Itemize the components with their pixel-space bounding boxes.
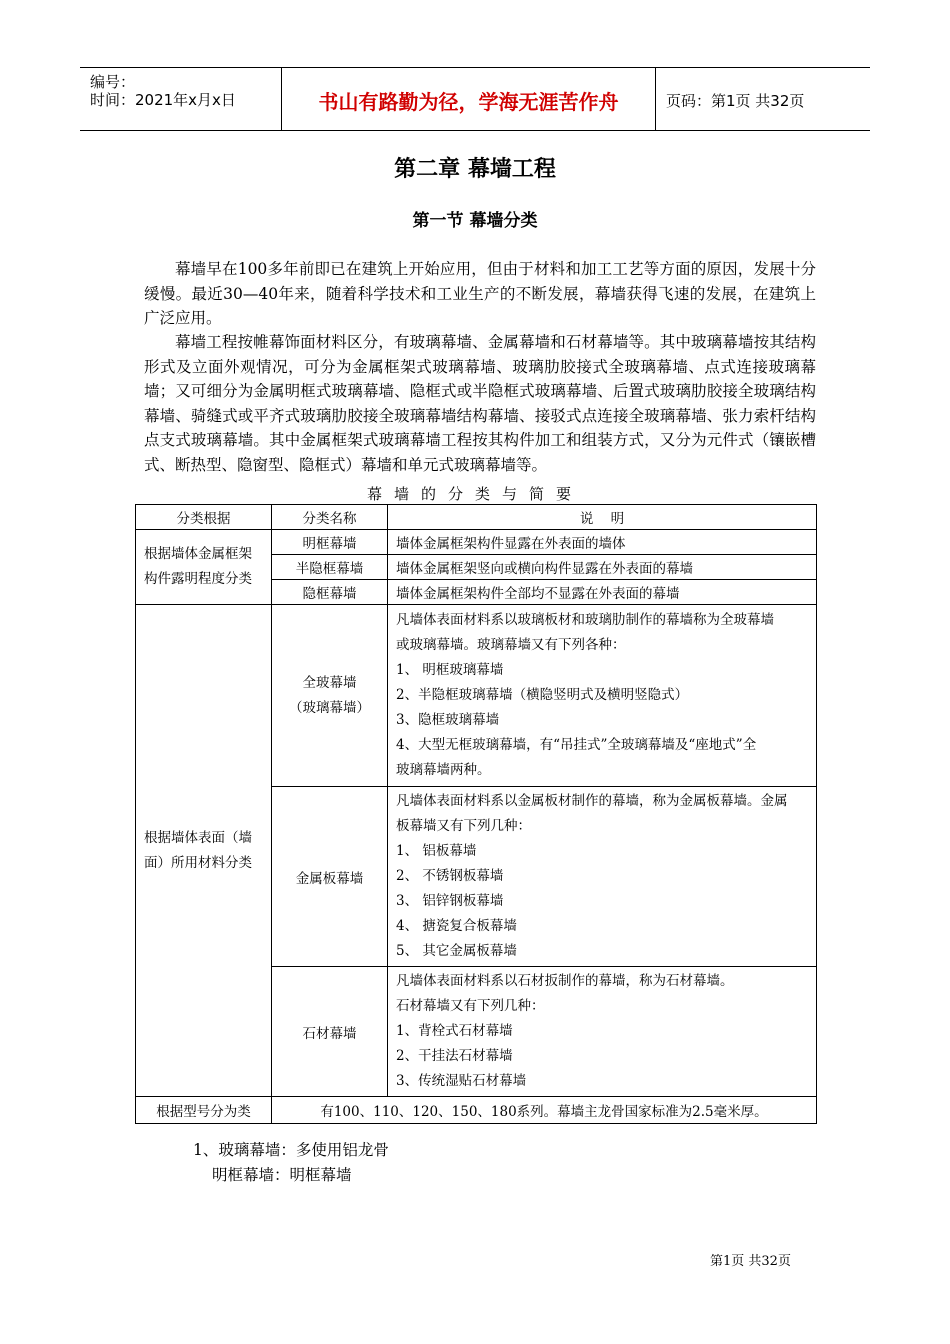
list-line-frame: 明框幕墙：明框幕墙	[212, 1166, 352, 1184]
classification-table	[135, 504, 817, 1124]
table-header-row	[136, 505, 817, 530]
desc-line: 5、 其它金属板幕墙	[396, 943, 517, 959]
desc-line: 2、半隐框玻璃幕墙（横隐竖明式及横明竖隐式）	[396, 687, 689, 703]
desc-line: 石材幕墙又有下列几种：	[396, 998, 545, 1014]
desc-cell	[388, 787, 817, 967]
desc-line: 1、 铝板幕墙	[396, 843, 477, 859]
basis-model: 根据型号分为类	[136, 1097, 272, 1124]
list-line-glass: 1、玻璃幕墙：多使用铝龙骨	[193, 1141, 389, 1159]
basis-frame: 根据墙体金属框架构件露明程度分类	[136, 530, 272, 605]
table-caption: 幕墙的分类与简要	[366, 485, 583, 503]
desc-line: 凡墙体表面材料系以金属板材制作的幕墙，称为金属板幕墙。金属	[396, 793, 788, 809]
desc-line: 4、 搪瓷复合板幕墙	[396, 918, 517, 934]
header-name: 分类名称	[272, 505, 388, 530]
glass-name: 全玻幕墙	[302, 674, 357, 691]
header-page-cell	[656, 68, 870, 130]
desc-line: 2、 不锈钢板幕墙	[396, 868, 504, 884]
header-desc: 说 明	[388, 505, 817, 530]
name-cell: 金属板幕墙	[272, 787, 388, 967]
desc-cell	[388, 967, 817, 1097]
name-cell	[272, 605, 388, 787]
table-row	[136, 605, 817, 787]
desc-cell	[388, 605, 817, 787]
desc-line: 1、背栓式石材幕墙	[396, 1023, 513, 1039]
glass-name-alt: （玻璃幕墙）	[289, 699, 370, 716]
desc-line: 凡墙体表面材料系以玻璃板材和玻璃肋制作的幕墙称为全玻幕墙	[396, 612, 774, 628]
name-cell: 半隐框幕墙	[272, 555, 388, 580]
name-cell: 石材幕墙	[272, 967, 388, 1097]
header-left-cell	[80, 68, 281, 130]
name-cell: 明框幕墙	[272, 530, 388, 555]
desc-line: 凡墙体表面材料系以石材扳制作的幕墙，称为石材幕墙。	[396, 973, 734, 989]
desc-cell: 墙体金属框架构件显露在外表面的墙体	[388, 530, 817, 555]
desc-line: 或玻璃幕墙。玻璃幕墙又有下列各种：	[396, 637, 626, 653]
header-basis: 分类根据	[136, 505, 272, 530]
desc-line: 4、大型无框玻璃幕墙，有“吊挂式”全玻璃幕墙及“座地式”全	[396, 737, 757, 753]
motto-text: 书山有路勤为径，学海无涯苦作舟	[318, 90, 619, 114]
paragraph-1: 幕墙早在100多年前即已在建筑上开始应用，但由于材料和加工工艺等方面的原因，发展十分缓慢。最近30—40年来，随着科学技术和工业生产的不断发展，幕墙获得飞速的发展，在建筑上广泛应用。	[144, 260, 816, 327]
basis-material: 根据墙体表面（墙面）所用材料分类	[136, 605, 272, 1097]
page-footer: 第1页 共32页	[710, 1254, 791, 1269]
time-label: 时间：2021年x月x日	[90, 91, 236, 109]
desc-cell: 有100、110、120、150、180系列。幕墙主龙骨国家标准为2.5毫米厚。	[272, 1097, 817, 1124]
desc-line: 1、 明框玻璃幕墙	[396, 662, 504, 678]
desc-cell: 墙体金属框架竖向或横向构件显露在外表面的幕墙	[388, 555, 817, 580]
section-title: 第一节 幕墙分类	[412, 211, 538, 231]
desc-line: 3、 铝锌钢板幕墙	[396, 893, 504, 909]
page-label: 页码：第1页 共32页	[666, 92, 805, 110]
paragraph-2: 幕墙工程按帷幕饰面材料区分，有玻璃幕墙、金属幕墙和石材幕墙等。其中玻璃幕墙按其结构形式及立面外观情况，可分为金属框架式玻璃幕墙、玻璃肋胶接式全玻璃幕墙、点式连接玻璃幕墙；又可细分为金属明框式玻璃幕墙、隐框式或半隐框式玻璃幕墙、后置式玻璃肋胶接全玻璃结构幕墙、骑缝式或平齐式玻璃肋胶接全玻璃幕墙结构幕墙、接驳式点连接全玻璃幕墙、张力索杆结构点支式玻璃幕墙。其中金属框架式玻璃幕墙工程按其构件加工和组装方式，又分为元件式（镶嵌槽式、断热型、隐窗型、隐框式）幕墙和单元式玻璃幕墙等。	[144, 333, 816, 474]
chapter-title: 第二章 幕墙工程	[394, 157, 556, 182]
desc-line: 3、传统湿贴石材幕墙	[396, 1073, 527, 1089]
table-row	[136, 1097, 817, 1124]
desc-line: 3、隐框玻璃幕墙	[396, 712, 500, 728]
number-label: 编号：	[90, 73, 136, 91]
page-header	[80, 67, 870, 131]
desc-cell: 墙体金属框架构件全部均不显露在外表面的幕墙	[388, 580, 817, 605]
desc-line: 2、干挂法石材幕墙	[396, 1048, 513, 1064]
desc-line: 玻璃幕墙两种。	[396, 762, 491, 778]
desc-line: 板幕墙又有下列几种：	[396, 818, 531, 834]
header-motto-cell	[281, 68, 656, 130]
table-row	[136, 530, 817, 555]
name-cell: 隐框幕墙	[272, 580, 388, 605]
